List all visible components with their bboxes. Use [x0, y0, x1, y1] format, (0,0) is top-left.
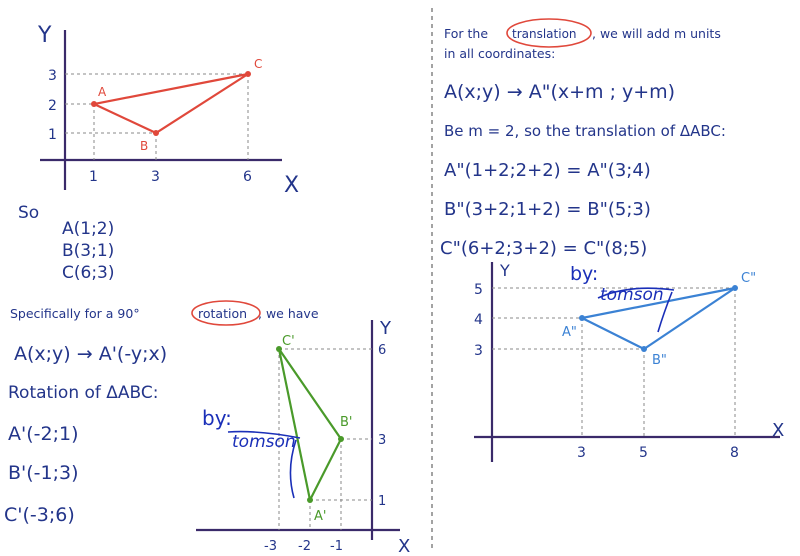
translation-rule: A(x;y) → A"(x+m ; y+m) [444, 81, 676, 103]
graph1-guides [65, 74, 248, 160]
graph1-y-label: Y [38, 23, 52, 48]
graph2-y-label: Y [380, 318, 391, 339]
graph3-ytick-3: 3 [474, 343, 483, 359]
rotation-rule: A(x;y) → A'(-y;x) [14, 343, 168, 365]
graph3-xtick-3: 3 [577, 445, 586, 461]
rotation-line-a: A'(-2;1) [8, 423, 79, 445]
point-a [91, 101, 97, 107]
so-heading: So [18, 203, 40, 223]
graph3-ytick-4: 4 [474, 312, 483, 328]
graph2-ytick-1: 1 [378, 494, 387, 509]
rotation-line-b: B'(-1;3) [8, 462, 79, 484]
translation-intro-c: in all coordinates: [444, 46, 556, 61]
label-b-prime: B' [340, 415, 353, 430]
graph2-x-label: X [398, 536, 411, 556]
rotation-line-c: C'(-3;6) [4, 504, 75, 526]
translation-intro-circled: translation [512, 27, 577, 41]
translation-line-c: C"(6+2;3+2) = C"(8;5) [440, 238, 648, 259]
graph1-ytick-1: 1 [48, 127, 57, 143]
label-c-dbl: C" [741, 271, 757, 286]
point-c [245, 71, 251, 77]
label-b: B [140, 139, 149, 153]
graph2-xtick-m3: -3 [264, 539, 277, 554]
label-c-prime: C' [282, 334, 295, 349]
graph2-ytick-3: 3 [378, 433, 387, 448]
graph1-ytick-3: 3 [48, 68, 57, 84]
graph1-xtick-1: 1 [89, 169, 98, 185]
rotation-intro-circled: rotation [198, 306, 248, 321]
graph-rotation [196, 318, 410, 556]
translation-let: Be m = 2, so the translation of ΔABC: [444, 122, 726, 140]
rotation-block [4, 301, 319, 526]
point-a-dbl [579, 315, 585, 321]
point-c-dbl [732, 285, 738, 291]
label-a-dbl: A" [562, 325, 577, 340]
graph2-by: by: [202, 406, 232, 430]
rotation-intro-b: , we have [258, 306, 319, 321]
graph3-x-label: X [772, 420, 785, 441]
graph1-ytick-2: 2 [48, 98, 57, 114]
so-line-a: A(1;2) [62, 219, 115, 239]
translation-intro-a: For the [444, 26, 489, 41]
translation-block [440, 19, 726, 259]
point-b-dbl [641, 346, 647, 352]
graph3-guides [492, 288, 735, 437]
graph2-xtick-m1: -1 [330, 539, 343, 554]
rotation-heading: Rotation of ΔABC: [8, 383, 159, 403]
graph3-ytick-5: 5 [474, 282, 483, 298]
translation-line-b: B"(3+2;1+2) = B"(5;3) [444, 199, 651, 220]
triangle-abc [94, 74, 248, 133]
point-a-prime [307, 497, 313, 503]
translation-line-a: A"(1+2;2+2) = A"(3;4) [444, 160, 651, 181]
label-a: A [98, 85, 107, 99]
graph-translation [474, 261, 784, 462]
translation-intro-b: , we will add m units [592, 26, 721, 41]
point-b [153, 130, 159, 136]
graph2-xtick-m2: -2 [298, 539, 311, 554]
graph3-xtick-8: 8 [730, 445, 739, 461]
graph1-x-label: X [284, 173, 300, 198]
label-a-prime: A' [314, 509, 327, 524]
label-c: C [254, 57, 263, 71]
graph3-signature: tomson [600, 285, 664, 305]
rotation-intro-a: Specifically for a 90° [10, 306, 140, 321]
graph3-y-label: Y [500, 261, 510, 280]
graph3-xtick-5: 5 [639, 445, 648, 461]
so-line-c: C(6;3) [62, 263, 115, 283]
graph2-ytick-6: 6 [378, 343, 387, 358]
graph-original [37, 23, 299, 198]
graph2-signature: tomson [232, 432, 296, 452]
point-b-prime [338, 436, 344, 442]
so-block [18, 203, 115, 283]
graph1-xtick-3: 3 [151, 169, 160, 185]
triangle-rotated [279, 349, 341, 500]
graph3-by: by: [570, 263, 599, 285]
graph1-xtick-6: 6 [243, 169, 252, 185]
label-b-dbl: B" [652, 353, 667, 368]
so-line-b: B(3;1) [62, 241, 115, 261]
